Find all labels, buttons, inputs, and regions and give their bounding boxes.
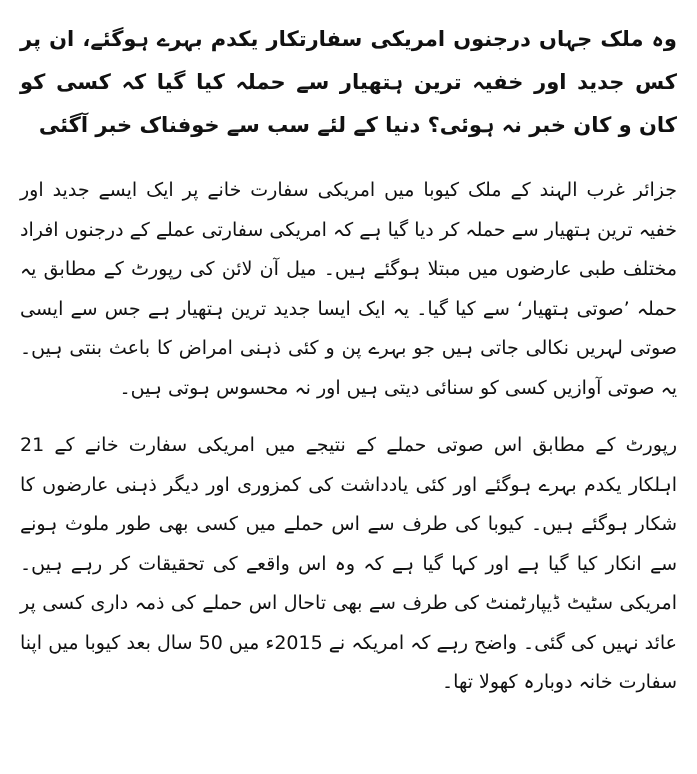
article-paragraph-1: جزائر غرب الہند کے ملک کیوبا میں امریکی سفارت خانے پر ایک ایسے جدید اور خفیہ ترین ہتھیار سے حملہ کر دیا گیا ہے کہ امریکی سفارتی عملے کے درجنوں افراد مختلف طبی عارضوں میں مبتلا ہوگئے ہیں۔ میل آن لائن کی رپورٹ کے مطابق یہ حملہ ’صوتی ہتھیار‘ سے کیا گیا۔ یہ ایک ایسا جدید ترین ہتھیار ہے جس سے ایسی صوتی لہریں نکالی جاتی ہیں جو بہرے پن و کئی ذہنی امراض کا باعث بنتی ہیں۔ یہ صوتی آوازیں کسی کو سنائی دیتی ہیں اور نہ محسوس ہوتی ہیں۔ [20, 179, 677, 399]
article-paragraph-2: رپورٹ کے مطابق اس صوتی حملے کے نتیجے میں امریکی سفارت خانے کے 21 اہلکار یکدم بہرے ہوگئے اور کئی یادداشت کی کمزوری اور دیگر ذہنی عارضوں کا شکار ہوگئے ہیں۔ کیوبا کی طرف سے اس حملے میں کسی بھی طور ملوث ہونے سے انکار کیا گیا ہے اور کہا گیا ہے کہ وہ اس واقعے کی تحقیقات کر رہے ہیں۔ امریکی سٹیٹ ڈیپارٹمنٹ کی طرف سے بھی تاحال اس حملے کی ذمہ داری کسی پر عائد نہیں کی گئی۔ واضح رہے کہ امریکہ نے 2015ء میں 50 سال بعد کیوبا میں اپنا سفارت خانہ دوبارہ کھولا تھا۔ [20, 434, 678, 693]
article-headline: وہ ملک جہاں درجنوں امریکی سفارتکار یکدم بہرے ہوگئے، ان پر کس جدید اور خفیہ ترین ہتھیار سے حملہ کیا گیا کہ کسی کو کان و کان خبر نہ ہوئی؟ دنیا کے لئے سب سے خوفناک خبر آگئی [20, 27, 677, 137]
article [20, 18, 677, 721]
